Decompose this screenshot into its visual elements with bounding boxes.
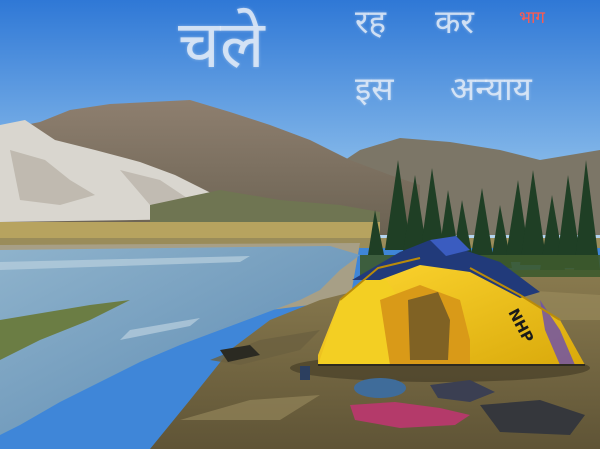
overlay-part-label: भाग [519,8,545,28]
overlay-line2-word2: अन्याय [450,69,532,108]
overlay-line1-word1: रह [355,2,387,41]
tent-brand-label: NHP [504,305,538,346]
overlay-title: चले [178,6,265,83]
overlay-line1-word2: कर [435,2,474,41]
overlay-line2-word1: इस [355,69,394,108]
